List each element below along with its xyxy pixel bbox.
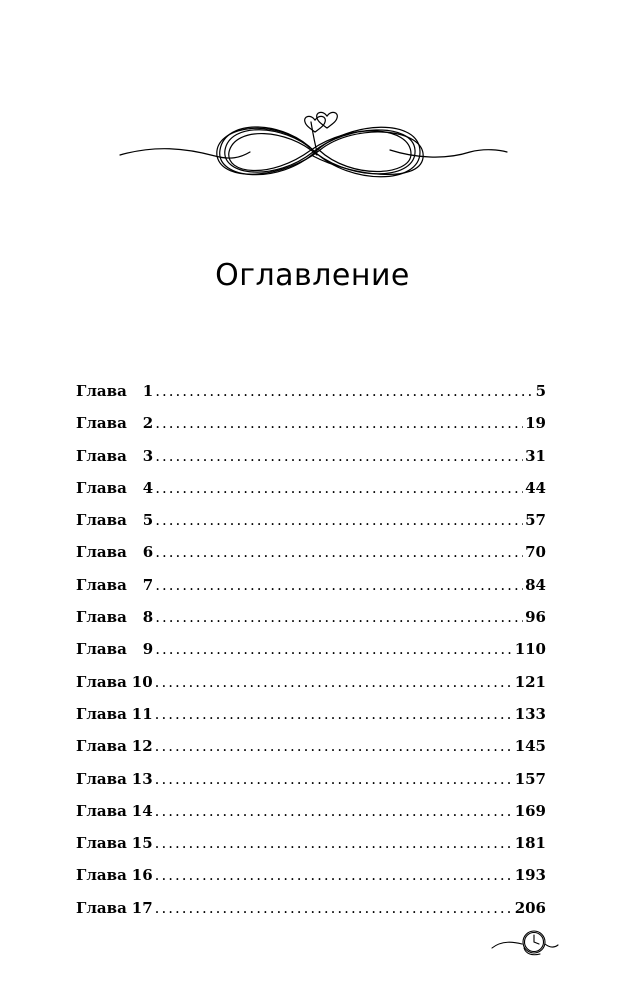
toc-entry[interactable] bbox=[76, 472, 546, 504]
toc-entry-label: Глава bbox=[76, 414, 127, 433]
toc-entry-leader bbox=[155, 795, 513, 827]
toc-entry-leader bbox=[155, 504, 523, 536]
toc-entry[interactable] bbox=[76, 504, 546, 536]
toc-entry-number: 2 bbox=[142, 414, 154, 433]
infinity-hearts-icon bbox=[115, 100, 510, 195]
toc-entry-number: 16 bbox=[131, 866, 153, 885]
table-of-contents bbox=[76, 375, 546, 924]
toc-entry-label: Глава bbox=[76, 704, 127, 723]
toc-entry-label: Глава bbox=[76, 898, 127, 917]
toc-entry-page: 157 bbox=[514, 769, 546, 788]
toc-entry-label: Глава bbox=[76, 543, 127, 562]
toc-entry-label: Глава bbox=[76, 382, 127, 400]
toc-entry-label: Глава bbox=[76, 608, 127, 627]
toc-entry-number: 10 bbox=[131, 672, 153, 691]
toc-entry-number: 13 bbox=[131, 769, 153, 788]
toc-entry-leader bbox=[155, 763, 513, 795]
toc-entry-number: 7 bbox=[142, 575, 154, 594]
toc-entry[interactable] bbox=[76, 375, 546, 407]
toc-entry-page: 57 bbox=[525, 511, 546, 530]
toc-entry-page: 84 bbox=[525, 575, 546, 594]
toc-entry-label: Глава bbox=[76, 640, 127, 659]
toc-entry-page: 70 bbox=[525, 543, 546, 562]
toc-entry-page: 121 bbox=[514, 672, 546, 691]
toc-entry-leader bbox=[155, 633, 512, 665]
toc-entry-number: 8 bbox=[142, 608, 154, 627]
toc-entry-label: Глава bbox=[76, 866, 127, 885]
toc-entry-leader bbox=[155, 698, 513, 730]
toc-entry[interactable] bbox=[76, 601, 546, 633]
toc-entry-page: 145 bbox=[514, 737, 546, 756]
toc-entry[interactable] bbox=[76, 666, 546, 698]
toc-entry-label: Глава bbox=[76, 834, 127, 853]
toc-entry-number: 11 bbox=[131, 704, 153, 723]
toc-entry-page: 19 bbox=[525, 414, 546, 433]
toc-entry-label: Глава bbox=[76, 769, 127, 788]
clock-swirl-icon bbox=[490, 918, 560, 968]
toc-entry-label: Глава bbox=[76, 801, 127, 820]
toc-entry-page: 110 bbox=[514, 640, 546, 659]
page-title: Оглавление bbox=[215, 258, 410, 293]
toc-entry-leader bbox=[155, 827, 513, 859]
toc-entry-label: Глава bbox=[76, 478, 127, 497]
toc-entry-leader bbox=[155, 666, 513, 698]
toc-entry-label: Глава bbox=[76, 446, 127, 465]
toc-entry[interactable] bbox=[76, 633, 546, 665]
toc-entry-label: Глава bbox=[76, 672, 127, 691]
toc-entry-page: 5 bbox=[535, 382, 546, 400]
toc-entry-page: 31 bbox=[525, 446, 546, 465]
toc-entry-leader bbox=[155, 375, 533, 407]
toc-entry-number: 14 bbox=[131, 801, 153, 820]
toc-entry-leader bbox=[155, 407, 523, 439]
toc-entry-label: Глава bbox=[76, 737, 127, 756]
toc-entry-number: 9 bbox=[142, 640, 154, 659]
toc-entry-label: Глава bbox=[76, 511, 127, 530]
toc-entry-label: Глава bbox=[76, 575, 127, 594]
toc-entry-number: 6 bbox=[142, 543, 154, 562]
toc-entry-page: 133 bbox=[514, 704, 546, 723]
toc-entry[interactable] bbox=[76, 795, 546, 827]
toc-entry-number: 5 bbox=[142, 511, 154, 530]
toc-entry[interactable] bbox=[76, 730, 546, 762]
toc-entry[interactable] bbox=[76, 440, 546, 472]
toc-entry-number: 17 bbox=[131, 898, 153, 917]
toc-entry-number: 1 bbox=[142, 382, 154, 400]
toc-entry-page: 96 bbox=[525, 608, 546, 627]
toc-entry[interactable] bbox=[76, 859, 546, 891]
toc-entry[interactable] bbox=[76, 569, 546, 601]
toc-entry[interactable] bbox=[76, 763, 546, 795]
toc-entry[interactable] bbox=[76, 827, 546, 859]
toc-entry-leader bbox=[155, 601, 523, 633]
toc-entry-page: 44 bbox=[525, 478, 546, 497]
toc-entry-number: 3 bbox=[142, 446, 154, 465]
toc-entry[interactable] bbox=[76, 892, 546, 924]
toc-entry-leader bbox=[155, 472, 523, 504]
toc-entry-page: 181 bbox=[514, 834, 546, 853]
toc-entry-number: 15 bbox=[131, 834, 153, 853]
toc-entry-number: 4 bbox=[142, 478, 154, 497]
toc-entry-leader bbox=[155, 569, 523, 601]
toc-entry-leader bbox=[155, 892, 513, 924]
toc-entry-leader bbox=[155, 859, 513, 891]
toc-entry[interactable] bbox=[76, 407, 546, 439]
toc-entry-page: 193 bbox=[514, 866, 546, 885]
toc-entry-page: 169 bbox=[514, 801, 546, 820]
toc-entry-leader bbox=[155, 536, 523, 568]
toc-entry-number: 12 bbox=[131, 737, 153, 756]
toc-entry[interactable] bbox=[76, 698, 546, 730]
toc-entry-leader bbox=[155, 730, 513, 762]
toc-entry[interactable] bbox=[76, 536, 546, 568]
toc-entry-leader bbox=[155, 440, 523, 472]
toc-entry-page: 206 bbox=[514, 898, 546, 917]
